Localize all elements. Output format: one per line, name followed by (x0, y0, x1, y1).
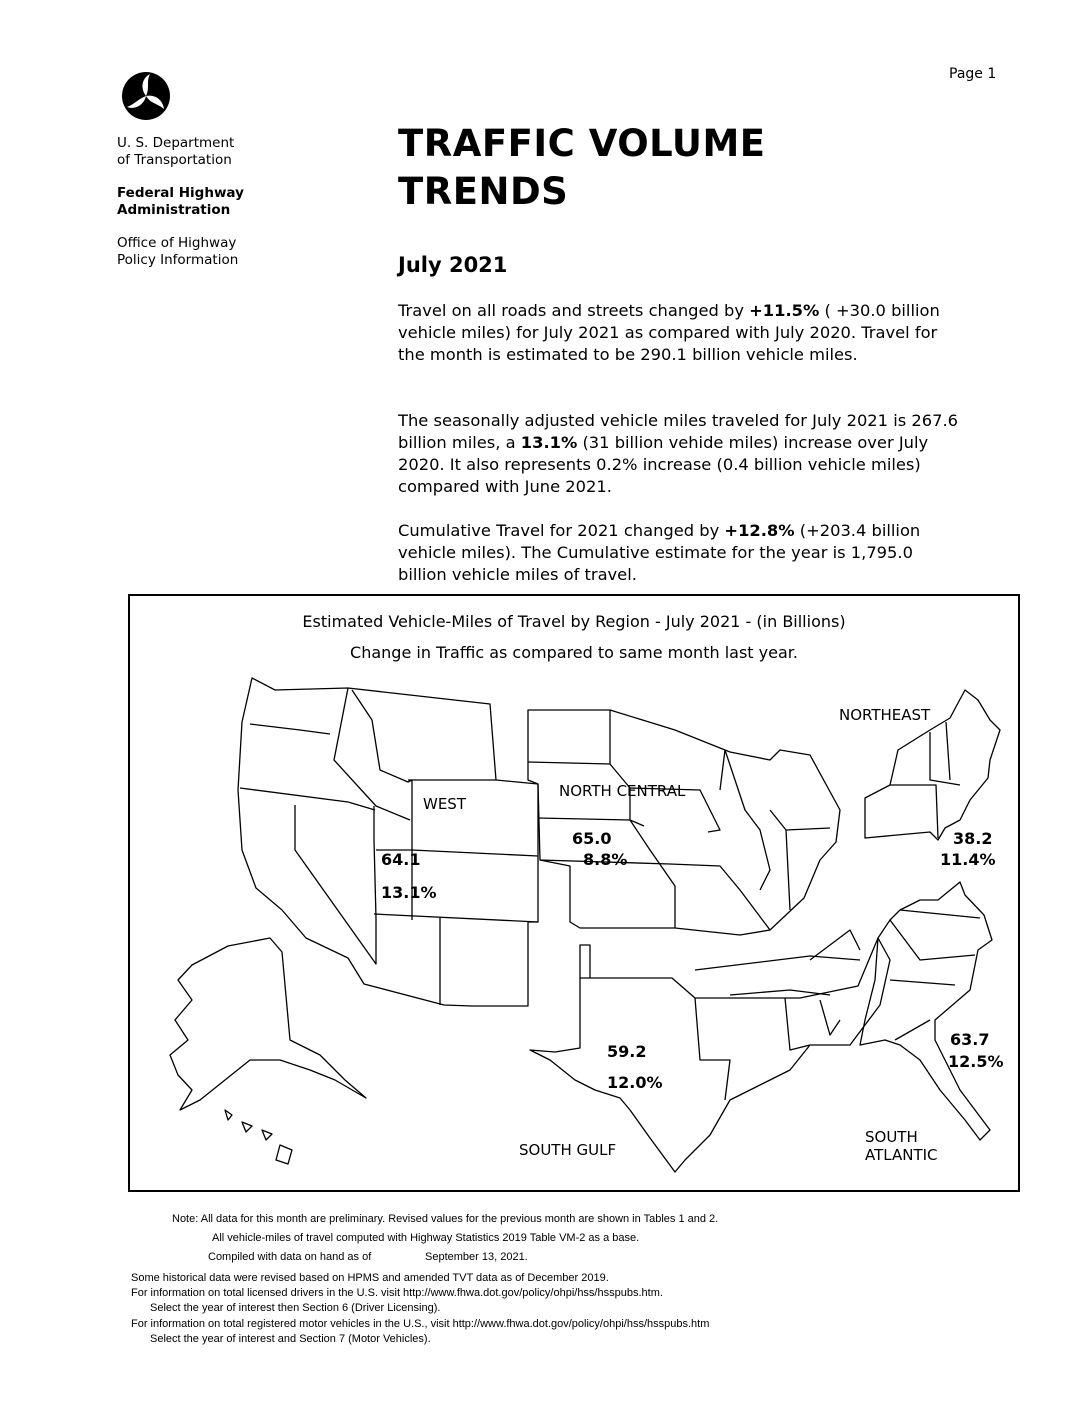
note-historical: Some historical data were revised based on HPMS and amended TVT data as of December 2019. (131, 1272, 609, 1284)
fhwa-line2: Administration (117, 202, 231, 218)
summary-paragraph-1: Travel on all roads and streets changed by +11.5% ( +30.0 billion vehicle miles) for July 2021 as compared with July 2020. Travel for the month is estimated to be 290.1 billion vehicle miles. (398, 301, 940, 364)
south-atlantic-outline (860, 882, 992, 1140)
region-label-northeast: NORTHEAST (839, 706, 931, 724)
note-compiled-label: Compiled with data on hand as of (208, 1251, 372, 1263)
fhwa-line1: Federal Highway (117, 185, 244, 201)
office-line2: Policy Information (117, 252, 239, 268)
region-vmt-south-gulf: 59.2 (607, 1042, 647, 1061)
department-line2: of Transportation (117, 152, 232, 168)
region-label-south-atlantic: SOUTH ATLANTIC (865, 1128, 938, 1164)
page-number: Page 1 (949, 66, 997, 82)
region-change-west: 13.1% (381, 883, 437, 902)
note-drivers: For information on total licensed drivers in the U.S. visit http://www.fhwa.dot.gov/policy/ohpi/hss/hsspubs.htm. (131, 1287, 663, 1299)
page-title (398, 120, 766, 216)
map-subtitle: Change in Traffic as compared to same month last year. (350, 643, 798, 662)
summary-paragraph-3: Cumulative Travel for 2021 changed by +12.8% (+203.4 billion vehicle miles). The Cumulative estimate for the year is 1,795.0 billion vehicle miles of travel. (398, 521, 921, 584)
region-label-north-central: NORTH CENTRAL (559, 782, 686, 800)
region-change-south-atlantic: 12.5% (948, 1052, 1004, 1071)
note-base: All vehicle-miles of travel computed with Highway Statistics 2019 Table VM-2 as a base. (212, 1232, 640, 1244)
note-drivers-select: Select the year of interest then Section 6 (Driver Licensing). (150, 1302, 441, 1314)
south-gulf-outline (530, 938, 890, 1172)
region-vmt-northeast: 38.2 (953, 829, 993, 848)
title-line2: TRENDS (398, 170, 569, 213)
office-line1: Office of Highway (117, 235, 237, 251)
region-vmt-west: 64.1 (381, 850, 421, 869)
report-month: July 2021 (398, 253, 508, 277)
us-map-icon (130, 660, 1016, 1190)
region-change-south-gulf: 12.0% (607, 1073, 663, 1092)
region-label-south-gulf: SOUTH GULF (519, 1141, 617, 1159)
agency-block (117, 135, 244, 269)
map-title: Estimated Vehicle-Miles of Travel by Region - July 2021 - (in Billions) (302, 612, 846, 631)
region-vmt-south-atlantic: 63.7 (950, 1030, 990, 1049)
region-label-west: WEST (423, 795, 466, 813)
department-line1: U. S. Department (117, 135, 235, 151)
note-vehicles: For information on total registered motor vehicles in the U.S., visit http://www.fhwa.dot.gov/policy/ohpi/hss/hsspubs.htm (131, 1318, 710, 1330)
note-preliminary: Note: All data for this month are preliminary. Revised values for the previous month are shown in Tables 1 and 2. (172, 1213, 719, 1225)
region-change-north-central: 8.8% (583, 850, 628, 869)
title-line1: TRAFFIC VOLUME (398, 122, 766, 165)
hawaii-outline (225, 1110, 292, 1164)
dot-logo-icon (120, 70, 172, 122)
region-change-northeast: 11.4% (940, 850, 996, 869)
note-vehicles-select: Select the year of interest and Section 7 (Motor Vehicles). (150, 1333, 431, 1345)
north-central-outline (528, 710, 840, 935)
region-vmt-north-central: 65.0 (572, 829, 612, 848)
alaska-outline (170, 938, 366, 1110)
note-compiled-date: September 13, 2021. (425, 1251, 528, 1263)
summary-paragraph-2: The seasonally adjusted vehicle miles traveled for July 2021 is 267.6 billion miles, a 13.1% (31 billion vehide miles) increase over July 2020. It also represents 0.2% increase (0.4 billion vehicle miles) compared with June 2021. (398, 411, 958, 496)
